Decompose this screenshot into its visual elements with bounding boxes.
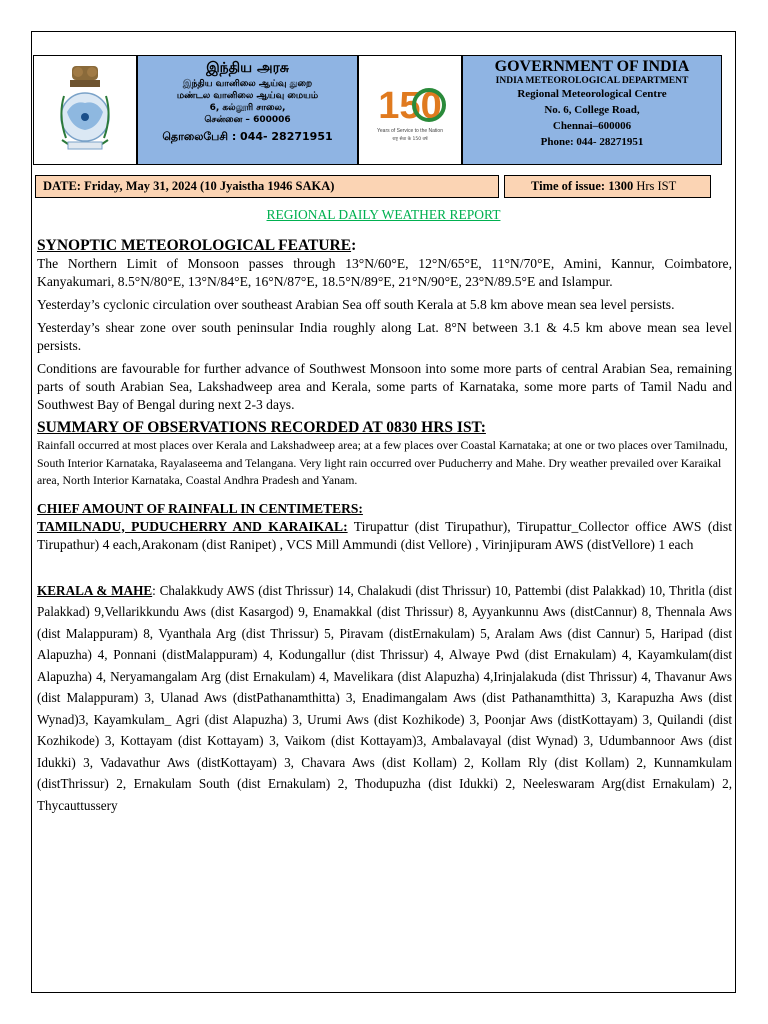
kerala-region-label: KERALA & MAHE: [37, 582, 153, 598]
synoptic-paragraph-2: Yesterday’s cyclonic circulation over southeast Arabian Sea off south Kerala at 5.8 km above mean sea level persists.: [37, 297, 675, 312]
tamilnadu-rainfall-text: Tirupattur (dist Tirupathur), Tirupattur_Collector office AWS (dist Tirupathur) 4 each,Arakonam (dist Ranipet) , VCS Mill Ammundi (dist Vellore) , Virinjipuram AWS (distVellore) 1 each: [37, 518, 732, 552]
tamil-phone: தொலைபேசி : 044- 28271951: [162, 130, 333, 143]
synoptic-heading: [37, 237, 732, 255]
english-address-2: Chennai–600006: [552, 120, 632, 132]
english-phone: Phone: 044- 28271951: [540, 136, 644, 148]
tamil-title: இந்திய அரசு: [206, 60, 289, 76]
tamilnadu-rainfall: [37, 518, 732, 554]
english-centre: Regional Meteorological Centre: [517, 88, 667, 100]
english-address-1: No. 6, College Road,: [544, 104, 640, 116]
report-body: [37, 237, 732, 821]
summary-heading-text: SUMMARY OF OBSERVATIONS RECORDED AT 0830 HRS IST:: [37, 419, 486, 436]
kerala-rainfall: [37, 580, 732, 817]
logo-caption: Years of Service to the Nation: [377, 128, 443, 134]
letterhead: [33, 55, 723, 167]
logo-hindi-caption: राष्ट्र सेवा के 150 वर्ष: [392, 137, 428, 142]
tamil-line-3: 6, கல்லூரி சாலை,: [209, 103, 286, 113]
summary-text: Rainfall occurred at most places over Kerala and Lakshadweep area; at a few places over Coastal Karnataka; at one or two places over Tamilnadu, South Interior Karnataka, Rayalaseema and Telangana. Very light rain occurred over Puducherry and Mahe. Dry weather prevailed over Karaikal area, North Interior Karnataka, Coastal Andhra Pradesh and Yanam.: [37, 438, 728, 487]
english-title: GOVERNMENT OF INDIA: [494, 58, 690, 75]
synoptic-paragraph-1: The Northern Limit of Monsoon passes through 13°N/60°E, 12°N/65°E, 11°N/70°E, Amini, Kannur, Coimbatore, Kanyakumari, 8.5°N/80°E, 13°N/84°E, 16°N/87°E, 18.5°N/89°E, 21°N/90°E, 23°N/89.5°E and Islampur.: [37, 256, 732, 289]
kerala-rainfall-text: : Chalakkudy AWS (dist Thrissur) 14, Chalakudi (dist Thrissur) 10, Pattembi (dist Palakkad) 10, Thritla (dist Palakkad) 9,Vellarikkundu Aws (dist Kasargod) 9, Enamakkal (dist Thrissur) 8, Ayyankunnu Aws (distCannur) 8, Thennala Aws (dist Malappuram) 8, Vyanthala Arg (dist Thrissur) 5, Piravam (distErnakulam) 5, Aralam Aws (dist Cannur) 5, Haripad (dist Alapuzha) 4, Ponnani (distMalappuram) 4, Kodungallur (dist Thrissur) 4, Alwaye Pwd (dist Ernakulam) 4, Kayamkulam(dist Alapuzha) 4, Neryamangalam Arg (dist Ernakulam) 4, Mavelikara (dist Alapuzha) 4,Irinjalakuda (dist Thrissur) 4, Thavanur Aws (dist Malappuram) 3, Ulanad Aws (distPathanamthitta) 3, Enadimangalam Aws (dist Pathanamthitta) 3, Karapuzha Aws (dist Wynad)3, Kayamkulam_ Agri (dist Alapuzha) 3, Urumi Aws (dist Kozhikode) 3, Poonjar Aws (distKottayam) 3, Quilandi (dist Kozhikode) 3, Kottayam (dist Kottayam) 3, Vaikom (dist Kottayam)3, Ambalavayal (dist Wynad) 3, Udumbannoor Aws (dist Idukki) 3, Vadavathur Aws (distKottayam) 3, Chavara Aws (dist Kollam) 2, Kollam Rly (dist Kollam) 2, Kunnamkulam (distThrissur) 2, Ernakulam South (dist Ernakulam) 2, Thodupuzha (dist Idukki) 2, Neeleswaram Arg(dist Ernakulam) 2, Thycauttussery: [37, 582, 733, 813]
synoptic-heading-colon: :: [351, 237, 357, 254]
time-of-issue-label: Time of issue: 1300: [531, 179, 634, 193]
imd-150-logo-cell: [358, 55, 462, 165]
english-address-block: [462, 55, 722, 165]
report-page: [31, 31, 736, 993]
time-of-issue: [504, 175, 711, 198]
imd-150-years-logo: [359, 56, 461, 164]
date-bar: [35, 175, 711, 198]
tamil-line-1: இந்திய வானிலை ஆய்வு துறை: [182, 79, 313, 89]
tamil-line-2: மண்டல வானிலை ஆய்வு மையம்: [176, 91, 319, 101]
synoptic-heading-text: SYNOPTIC METEOROLOGICAL FEATURE: [37, 237, 352, 254]
tamil-address-block: [137, 55, 358, 165]
national-emblem-cell: [33, 55, 137, 165]
report-date: DATE: Friday, May 31, 2024 (10 Jyaistha 1946 SAKA): [35, 175, 499, 198]
english-department: INDIA METEOROLOGICAL DEPARTMENT: [495, 76, 689, 86]
report-title: REGIONAL DAILY WEATHER REPORT: [266, 207, 501, 222]
rainfall-heading: CHIEF AMOUNT OF RAINFALL IN CENTIMETERS:: [37, 500, 363, 516]
logo-number: 150: [378, 85, 442, 127]
tamil-line-4: சென்னை – 600006: [204, 115, 291, 125]
time-of-issue-unit: Hrs IST: [633, 179, 677, 193]
synoptic-paragraph-3: Yesterday’s shear zone over south peninsular India roughly along Lat. 8°N between 3.1 & 4.5 km above mean sea level persists.: [37, 320, 732, 353]
national-emblem-icon: [34, 56, 136, 164]
summary-heading: [37, 419, 732, 437]
tamilnadu-region-label: TAMILNADU, PUDUCHERRY AND KARAIKAL:: [37, 518, 348, 534]
synoptic-paragraph-4: Conditions are favourable for further advance of Southwest Monsoon into some more parts of central Arabian Sea, remaining parts of south Arabian Sea, Lakshadweep area and Kerala, some parts of Karnataka, some more parts of Tamil Nadu and Southwest Bay of Bengal during next 2-3 days.: [37, 361, 732, 412]
